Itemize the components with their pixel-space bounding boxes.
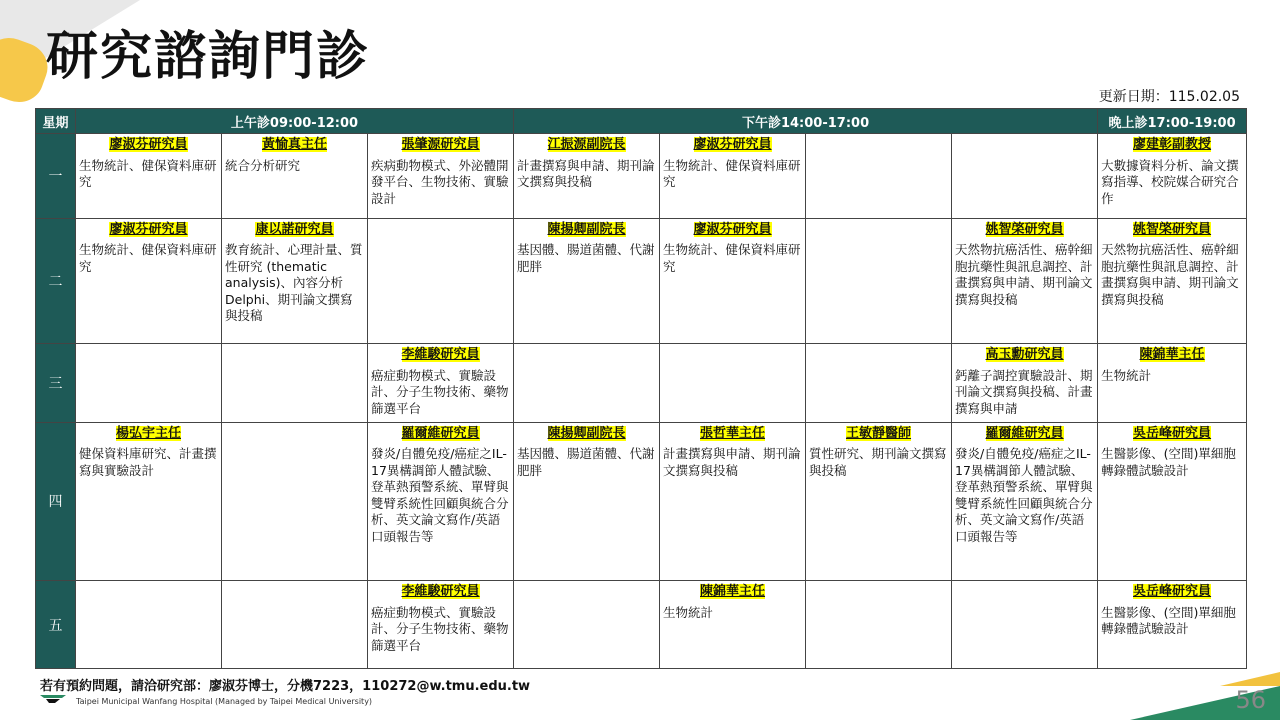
consultant-name-wrap bbox=[1101, 583, 1243, 601]
page-title: 研究諮詢門診 bbox=[46, 27, 371, 87]
consultant-specialty: 基因體、腸道菌體、代謝肥胖 bbox=[517, 446, 655, 478]
consultant-name: 廖淑芬研究員 bbox=[109, 137, 188, 152]
consultant-name: 吳岳峰研究員 bbox=[1133, 584, 1212, 600]
consultant-name: 張哲華主任 bbox=[700, 425, 766, 441]
consultant-specialty: 生物統計、健保資料庫研究 bbox=[79, 157, 217, 189]
schedule-cell bbox=[1098, 218, 1247, 344]
consultant-name-wrap bbox=[79, 136, 218, 154]
consultant-name-wrap bbox=[663, 425, 802, 443]
consultant-name: 李維駿研究員 bbox=[401, 584, 480, 600]
schedule-cell bbox=[660, 581, 806, 669]
consultant-name: 陳錦華主任 bbox=[1139, 347, 1205, 363]
consultant-specialty: 生物統計、健保資料庫研究 bbox=[79, 242, 217, 274]
weekday-cell: 五 bbox=[36, 581, 76, 669]
schedule-cell bbox=[806, 218, 952, 344]
header-evening: 晚上診17:00-19:00 bbox=[1098, 109, 1247, 134]
consultant-name-wrap bbox=[517, 136, 656, 154]
consultant-specialty: 大數據資料分析、論文撰寫指導、校院媒合研究合作 bbox=[1101, 157, 1239, 206]
consultant-name: 陳揚卿副院長 bbox=[547, 425, 626, 441]
consultant-specialty: 健保資料庫研究、計畫撰寫與實驗設計 bbox=[79, 446, 217, 478]
consultant-specialty: 生物統計 bbox=[663, 604, 714, 620]
consultant-name: 陳錦華主任 bbox=[700, 584, 766, 600]
schedule-cell bbox=[76, 134, 222, 219]
schedule-cell bbox=[514, 422, 660, 581]
consultant-specialty: 生物統計、健保資料庫研究 bbox=[663, 157, 801, 189]
consultant-name: 吳岳峰研究員 bbox=[1133, 425, 1212, 441]
consultant-name-wrap bbox=[1101, 136, 1243, 154]
schedule-cell bbox=[368, 581, 514, 669]
schedule-cell bbox=[1098, 581, 1247, 669]
header-row bbox=[36, 109, 1247, 134]
schedule-cell bbox=[222, 344, 368, 422]
consultant-name-wrap bbox=[663, 583, 802, 601]
schedule-cell bbox=[368, 422, 514, 581]
consultant-name-wrap bbox=[371, 583, 510, 601]
schedule-cell bbox=[514, 218, 660, 344]
consultant-specialty: 發炎/自體免疫/癌症之IL-17異構調節人體試驗、登革熱預警系統、單臂與雙臂系統性回顧與統合分析、英文論文寫作/英語口頭報告等 bbox=[955, 446, 1093, 544]
schedule-cell bbox=[952, 134, 1098, 219]
schedule-cell bbox=[952, 422, 1098, 581]
header-afternoon: 下午診14:00-17:00 bbox=[514, 109, 1098, 134]
weekday-cell: 二 bbox=[36, 218, 76, 344]
schedule-row bbox=[36, 581, 1247, 669]
consultant-name-wrap bbox=[955, 221, 1094, 239]
consultant-name-wrap bbox=[371, 425, 510, 443]
consultant-name-wrap bbox=[1101, 221, 1243, 239]
consultant-specialty: 癌症動物模式、實驗設計、分子生物技術、藥物篩選平台 bbox=[371, 604, 509, 653]
weekday-cell: 一 bbox=[36, 134, 76, 219]
schedule-cell bbox=[952, 344, 1098, 422]
consultant-name-wrap bbox=[371, 136, 510, 154]
schedule-cell bbox=[514, 134, 660, 219]
schedule-cell bbox=[222, 422, 368, 581]
consultant-name: 羅爾維研究員 bbox=[985, 425, 1064, 441]
consultant-name: 廖淑芬研究員 bbox=[109, 221, 188, 237]
consultant-specialty: 生物統計、健保資料庫研究 bbox=[663, 242, 801, 274]
hospital-name: Taipei Municipal Wanfang Hospital (Managed by Taipei Medical University) bbox=[76, 697, 373, 706]
consultant-name-wrap bbox=[809, 425, 948, 443]
schedule-row bbox=[36, 344, 1247, 422]
schedule-cell bbox=[806, 422, 952, 581]
consultant-name: 黃愉真主任 bbox=[261, 137, 327, 152]
consultant-name-wrap bbox=[663, 136, 802, 154]
consultant-name-wrap bbox=[225, 136, 364, 154]
schedule-cell bbox=[660, 422, 806, 581]
schedule-cell bbox=[660, 344, 806, 422]
consultant-name: 江振源副院長 bbox=[547, 137, 626, 152]
schedule-cell bbox=[222, 218, 368, 344]
consultant-specialty: 統合分析研究 bbox=[225, 157, 301, 173]
schedule-cell bbox=[952, 218, 1098, 344]
schedule-cell bbox=[806, 344, 952, 422]
consultant-name: 廖建彰副教授 bbox=[1133, 137, 1212, 152]
consultant-name-wrap bbox=[517, 425, 656, 443]
header-weekday: 星期 bbox=[36, 109, 76, 134]
consultant-name-wrap bbox=[79, 221, 218, 239]
consultant-name-wrap bbox=[517, 221, 656, 239]
consultant-specialty: 教育統計、心理計量、質性研究 (thematic analysis)、內容分析Delphi、期刊論文撰寫與投稿 bbox=[225, 242, 363, 324]
consultant-specialty: 鈣離子調控實驗設計、期刊論文撰寫與投稿、計畫撰寫與申請 bbox=[955, 367, 1093, 416]
consultant-specialty: 生醫影像、(空間)單細胞轉錄體試驗設計 bbox=[1101, 446, 1236, 478]
schedule-cell bbox=[1098, 134, 1247, 219]
schedule-row bbox=[36, 134, 1247, 219]
consultant-name: 陳揚卿副院長 bbox=[547, 221, 626, 237]
consultant-specialty: 發炎/自體免疫/癌症之IL-17異構調節人體試驗、登革熱預警系統、單臂與雙臂系統性回顧與統合分析、英文論文寫作/英語口頭報告等 bbox=[371, 446, 509, 544]
schedule-cell bbox=[1098, 344, 1247, 422]
consultant-name-wrap bbox=[1101, 346, 1243, 364]
schedule-cell bbox=[952, 581, 1098, 669]
consultant-name: 羅爾維研究員 bbox=[401, 425, 480, 441]
schedule-cell bbox=[222, 581, 368, 669]
consultant-specialty: 生物統計 bbox=[1101, 367, 1152, 383]
schedule-cell bbox=[660, 134, 806, 219]
consultant-name: 康以諾研究員 bbox=[255, 221, 334, 237]
schedule-cell bbox=[76, 422, 222, 581]
schedule-cell bbox=[368, 344, 514, 422]
consultant-specialty: 計畫撰寫與申請、期刊論文撰寫與投稿 bbox=[517, 157, 655, 189]
consultant-name-wrap bbox=[955, 346, 1094, 364]
consultant-name: 李維駿研究員 bbox=[401, 347, 480, 363]
schedule-cell bbox=[368, 218, 514, 344]
schedule-row bbox=[36, 422, 1247, 581]
consultant-name-wrap bbox=[371, 346, 510, 364]
schedule-cell bbox=[806, 581, 952, 669]
page-number: 56 bbox=[1235, 686, 1266, 714]
consultant-name: 楊弘宇主任 bbox=[115, 425, 181, 441]
consultant-name-wrap bbox=[663, 221, 802, 239]
schedule-cell bbox=[514, 344, 660, 422]
consultant-specialty: 質性研究、期刊論文撰寫與投稿 bbox=[809, 446, 947, 478]
hospital-logo-icon bbox=[40, 695, 66, 703]
consultant-specialty: 癌症動物模式、實驗設計、分子生物技術、藥物篩選平台 bbox=[371, 367, 509, 416]
weekday-cell: 三 bbox=[36, 344, 76, 422]
consultant-name-wrap bbox=[79, 425, 218, 443]
consultant-name: 姚智棨研究員 bbox=[985, 221, 1064, 237]
consultant-specialty: 生醫影像、(空間)單細胞轉錄體試驗設計 bbox=[1101, 604, 1236, 637]
consultant-name: 高玉勳研究員 bbox=[985, 347, 1064, 363]
yellow-corner-decoration bbox=[1220, 672, 1280, 686]
schedule-cell bbox=[368, 134, 514, 219]
consultant-specialty: 疾病動物模式、外泌體開發平台、生物技術、實驗設計 bbox=[371, 157, 509, 206]
schedule-table bbox=[35, 108, 1247, 669]
consultant-specialty: 基因體、腸道菌體、代謝肥胖 bbox=[517, 242, 655, 274]
consultant-name: 廖淑芬研究員 bbox=[693, 137, 772, 152]
consultant-name-wrap bbox=[225, 221, 364, 239]
consultant-name: 廖淑芬研究員 bbox=[693, 221, 772, 237]
schedule-cell bbox=[76, 344, 222, 422]
contact-footer: 若有預約問題，請洽研究部：廖淑芬博士，分機7223，110272@w.tmu.edu.tw bbox=[40, 679, 531, 694]
consultant-name: 張肇源研究員 bbox=[401, 137, 480, 152]
consultant-name: 姚智棨研究員 bbox=[1133, 221, 1212, 237]
consultant-name-wrap bbox=[1101, 425, 1243, 443]
schedule-cell bbox=[76, 581, 222, 669]
schedule-cell bbox=[1098, 422, 1247, 581]
schedule-cell bbox=[76, 218, 222, 344]
schedule-cell bbox=[806, 134, 952, 219]
header-morning: 上午診09:00-12:00 bbox=[76, 109, 514, 134]
consultant-name: 王敏靜醫師 bbox=[846, 425, 912, 441]
schedule-cell bbox=[660, 218, 806, 344]
schedule-row bbox=[36, 218, 1247, 344]
schedule-cell bbox=[222, 134, 368, 219]
consultant-specialty: 天然物抗癌活性、癌幹細胞抗藥性與訊息調控、計畫撰寫與申請、期刊論文撰寫與投稿 bbox=[1101, 242, 1239, 307]
consultant-name-wrap bbox=[955, 425, 1094, 443]
update-date: 更新日期：115.02.05 bbox=[1098, 89, 1240, 105]
weekday-cell: 四 bbox=[36, 422, 76, 581]
schedule-cell bbox=[514, 581, 660, 669]
consultant-specialty: 天然物抗癌活性、癌幹細胞抗藥性與訊息調控、計畫撰寫與申請、期刊論文撰寫與投稿 bbox=[955, 242, 1093, 307]
consultant-specialty: 計畫撰寫與申請、期刊論文撰寫與投稿 bbox=[663, 446, 801, 478]
